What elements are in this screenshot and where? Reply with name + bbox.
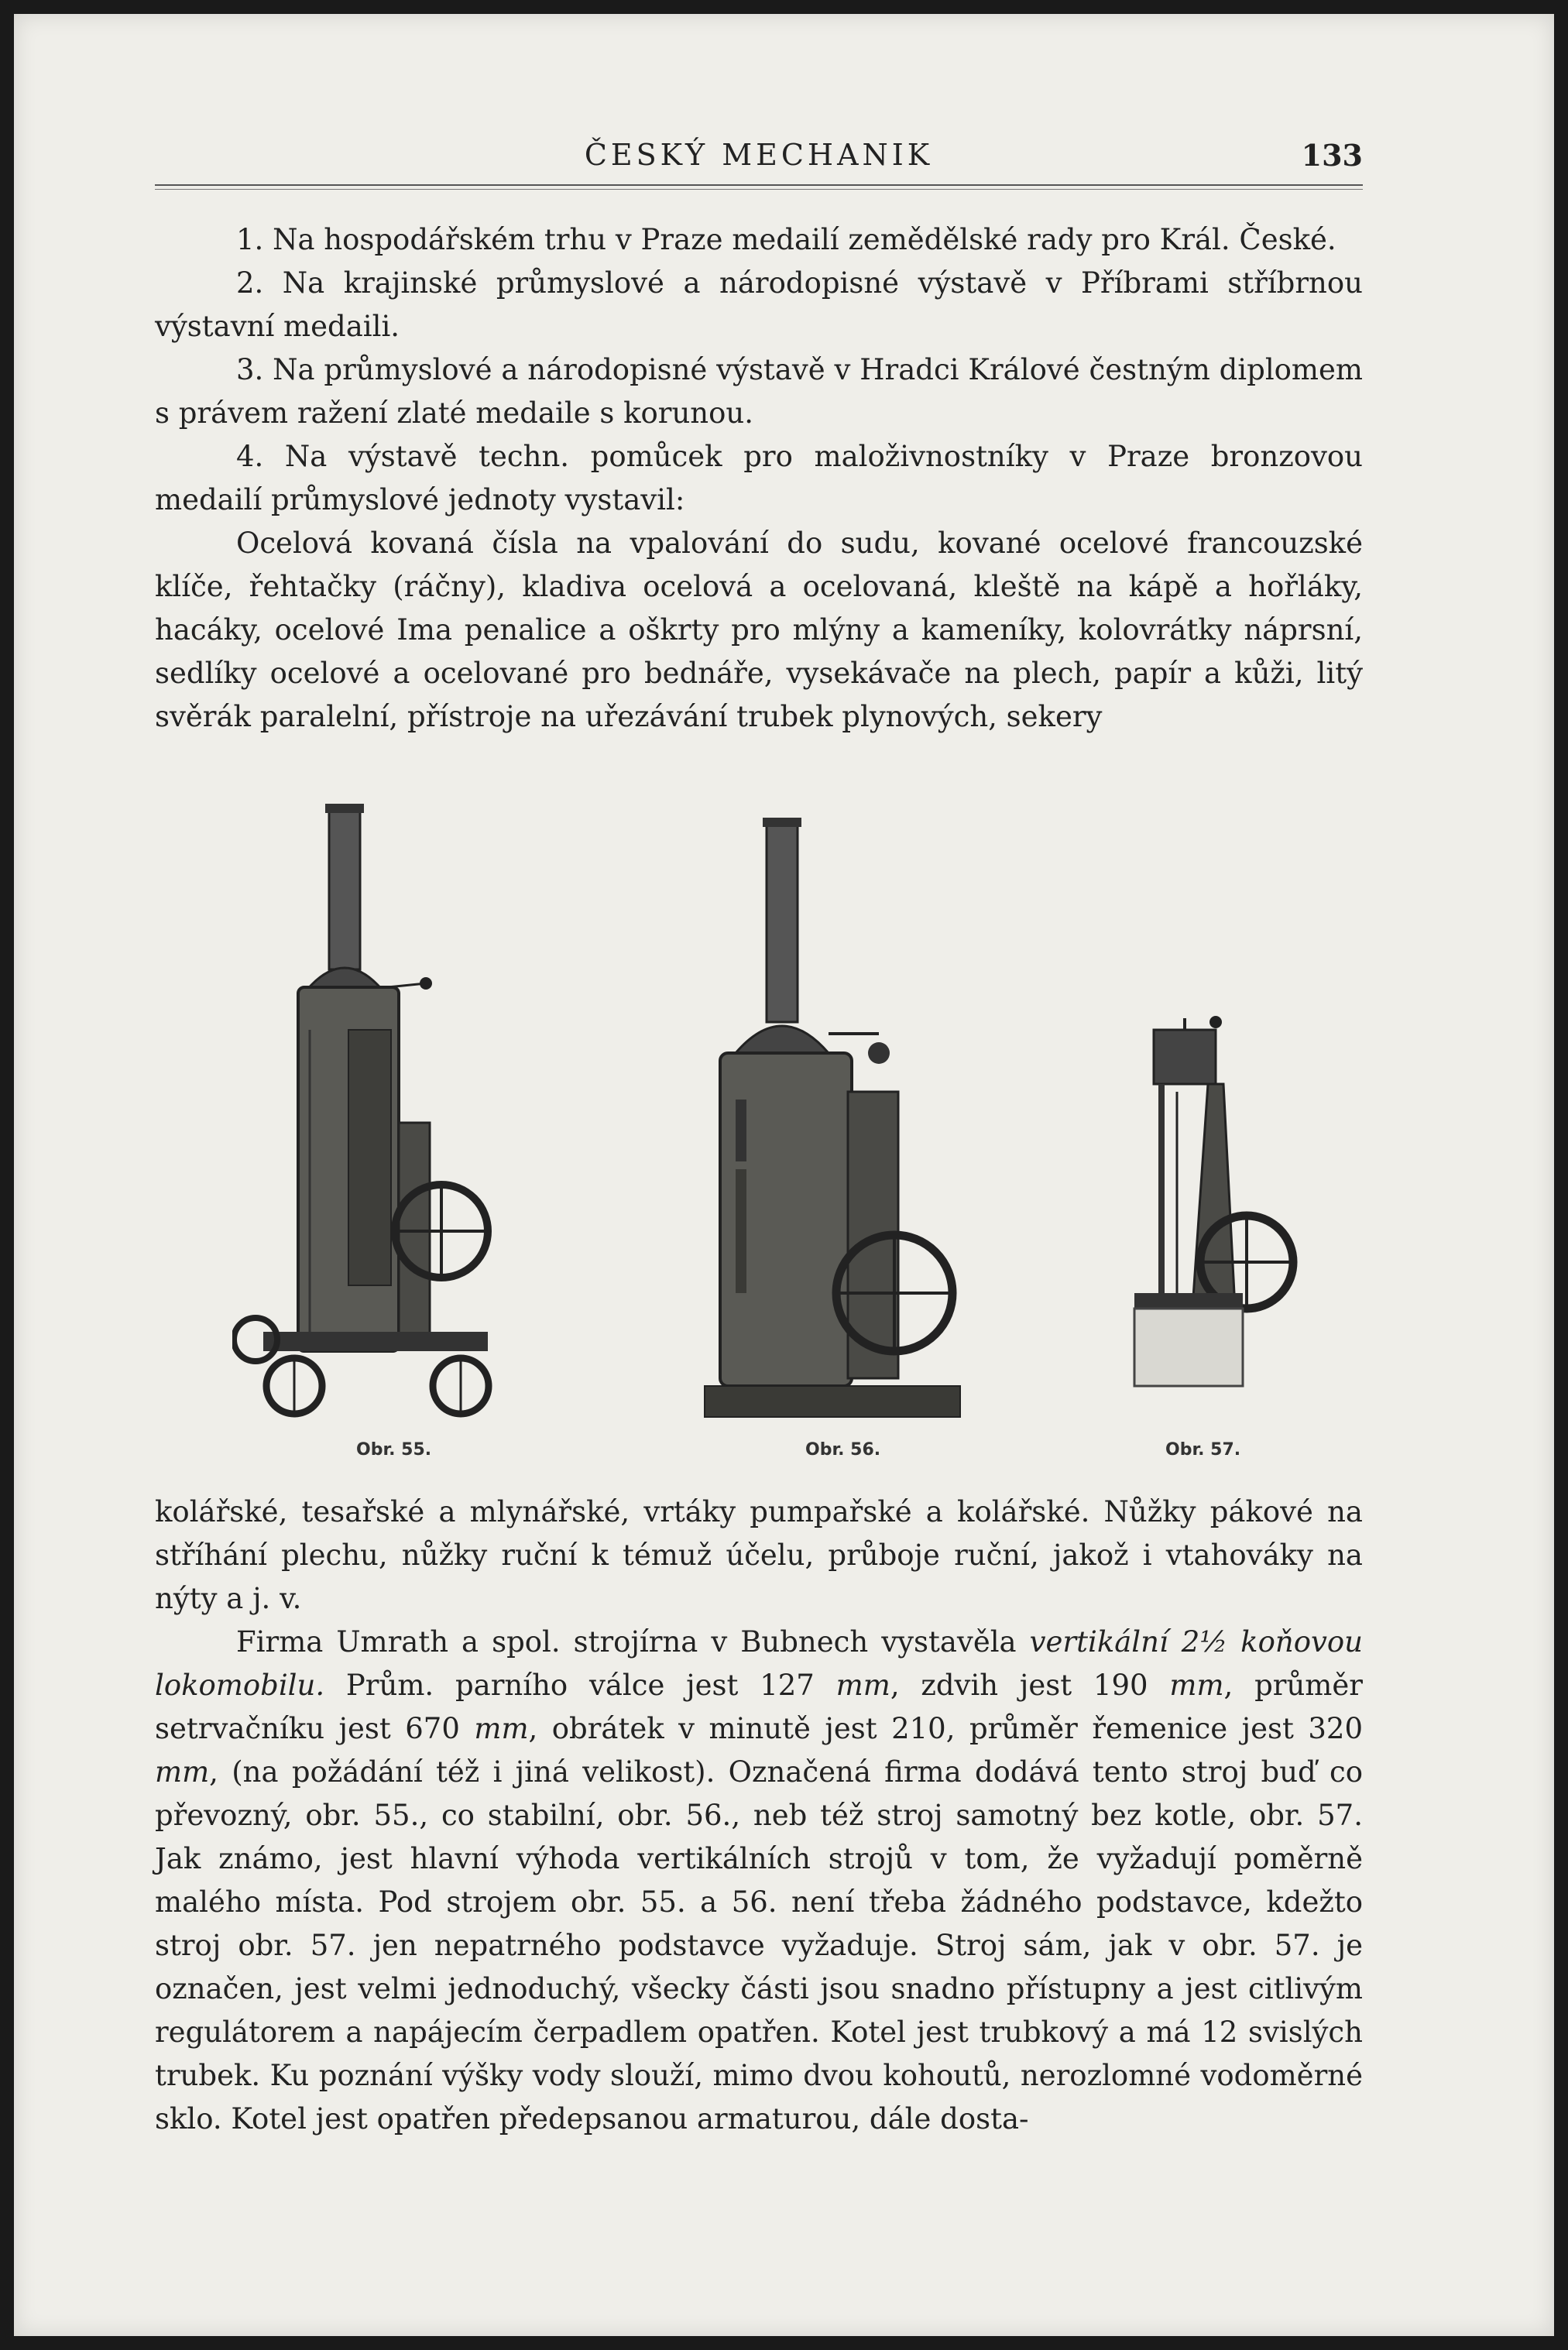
figure-row (201, 798, 1347, 1479)
engine-no-boiler-illustration (1100, 798, 1332, 1432)
unit-mm-4: mm (155, 1755, 210, 1789)
figure-55-caption: Obr. 55. (356, 1440, 432, 1460)
engine-portable-illustration (232, 798, 527, 1432)
page-number: 133 (1301, 138, 1363, 173)
paragraph-continue: kolářské, tesařské a mlynářské, vrtáky pumpařské a kolářské. Nůžky pákové na stříhání plechu, nůžky ruční k témuž účelu, průboje ruční, jakož i vtahováky na nýty a j. v. (155, 1495, 1363, 1615)
list-item-1: 1. Na hospodářském trhu v Praze medailí zemědělské rady pro Král. České. (236, 223, 1336, 256)
figure-56 (689, 798, 983, 1432)
paragraph-firm-part5: , obrátek v minutě jest 210, průměr řemenice jest 320 (528, 1712, 1364, 1745)
paragraph-firm-part4: , průměr setrvačníku jest 670 (155, 1669, 1363, 1745)
paragraph-firm-italic: vertikální 2½ koňovou lokomobilu. (155, 1625, 1363, 1702)
header-rule (155, 184, 1363, 190)
unit-mm-3: mm (474, 1712, 529, 1745)
unit-mm-2: mm (1169, 1669, 1224, 1702)
figure-57 (1100, 798, 1332, 1432)
paragraph-firm (155, 1621, 1363, 2141)
text-block-bottom (155, 1491, 1363, 2141)
paragraph-firm-part3: , zdvih jest 190 (890, 1669, 1170, 1702)
paragraph-tools: Ocelová kovaná čísla na vpalování do sudu, kované ocelové francouzské klíče, řehtačky (ráčny), kladiva ocelová a ocelovaná, kleště na kápě a hořláky, hacáky, ocelové Ima penalice a oškrty pro mlýny a kameníky, kolovrátky náprsní, sedlíky ocelové a ocelované pro bednáře, vysekávače na plech, papír a kůži, litý svěrák paralelní, přístroje na uřezávání trubek plynových, sekery (155, 527, 1363, 733)
figure-57-caption: Obr. 57. (1165, 1440, 1241, 1460)
page-header (155, 138, 1363, 184)
list-item-4: 4. Na výstavě techn. pomůcek pro maloživnostníky v Praze bronzovou medailí průmyslové jednoty vystavil: (155, 440, 1363, 516)
running-title: ČESKÝ MECHANIK (584, 138, 934, 172)
figure-55 (232, 798, 527, 1432)
paragraph-firm-part2: Prům. parního válce jest 127 (324, 1669, 836, 1702)
engine-stationary-illustration (689, 798, 983, 1432)
paragraph-firm-part6: , (na požádání též i jiná velikost). Označená firma dodává tento stroj buď co převozný, obr. 55., co stabilní, obr. 56., neb též stroj samotný bez kotle, obr. 57. Jak známo, jest hlavní výhoda vertikálních strojů v tom, že vyžadují poměrně malého místa. Pod strojem obr. 55. a 56. není třeba žádného podstavce, kdežto stroj obr. 57. jen nepatrného podstavce vyžaduje. Stroj sám, jak v obr. 57. je označen, jest velmi jednoduchý, všecky části jsou snadno přístupny a jest citlivým regulátorem a napájecím čerpadlem opatřen. Kotel jest trubkový a má 12 svislých trubek. Ku poznání výšky vody slouží, mimo dvou kohoutů, nerozlomné vodoměrné sklo. Kotel jest opatřen předepsanou armaturou, dále dosta- (155, 1755, 1363, 2136)
list-item-3: 3. Na průmyslové a národopisné výstavě v Hradci Králové čestným diplomem s právem ražení zlaté medaile s korunou. (155, 353, 1363, 430)
unit-mm-1: mm (835, 1669, 890, 1702)
list-item-2: 2. Na krajinské průmyslové a národopisné výstavě v Příbrami stříbrnou výstavní medaili. (155, 266, 1363, 343)
text-block-top (155, 218, 1363, 739)
paragraph-firm-part1: Firma Umrath a spol. strojírna v Bubnech vystavěla (236, 1625, 1030, 1659)
figure-56-caption: Obr. 56. (805, 1440, 881, 1460)
